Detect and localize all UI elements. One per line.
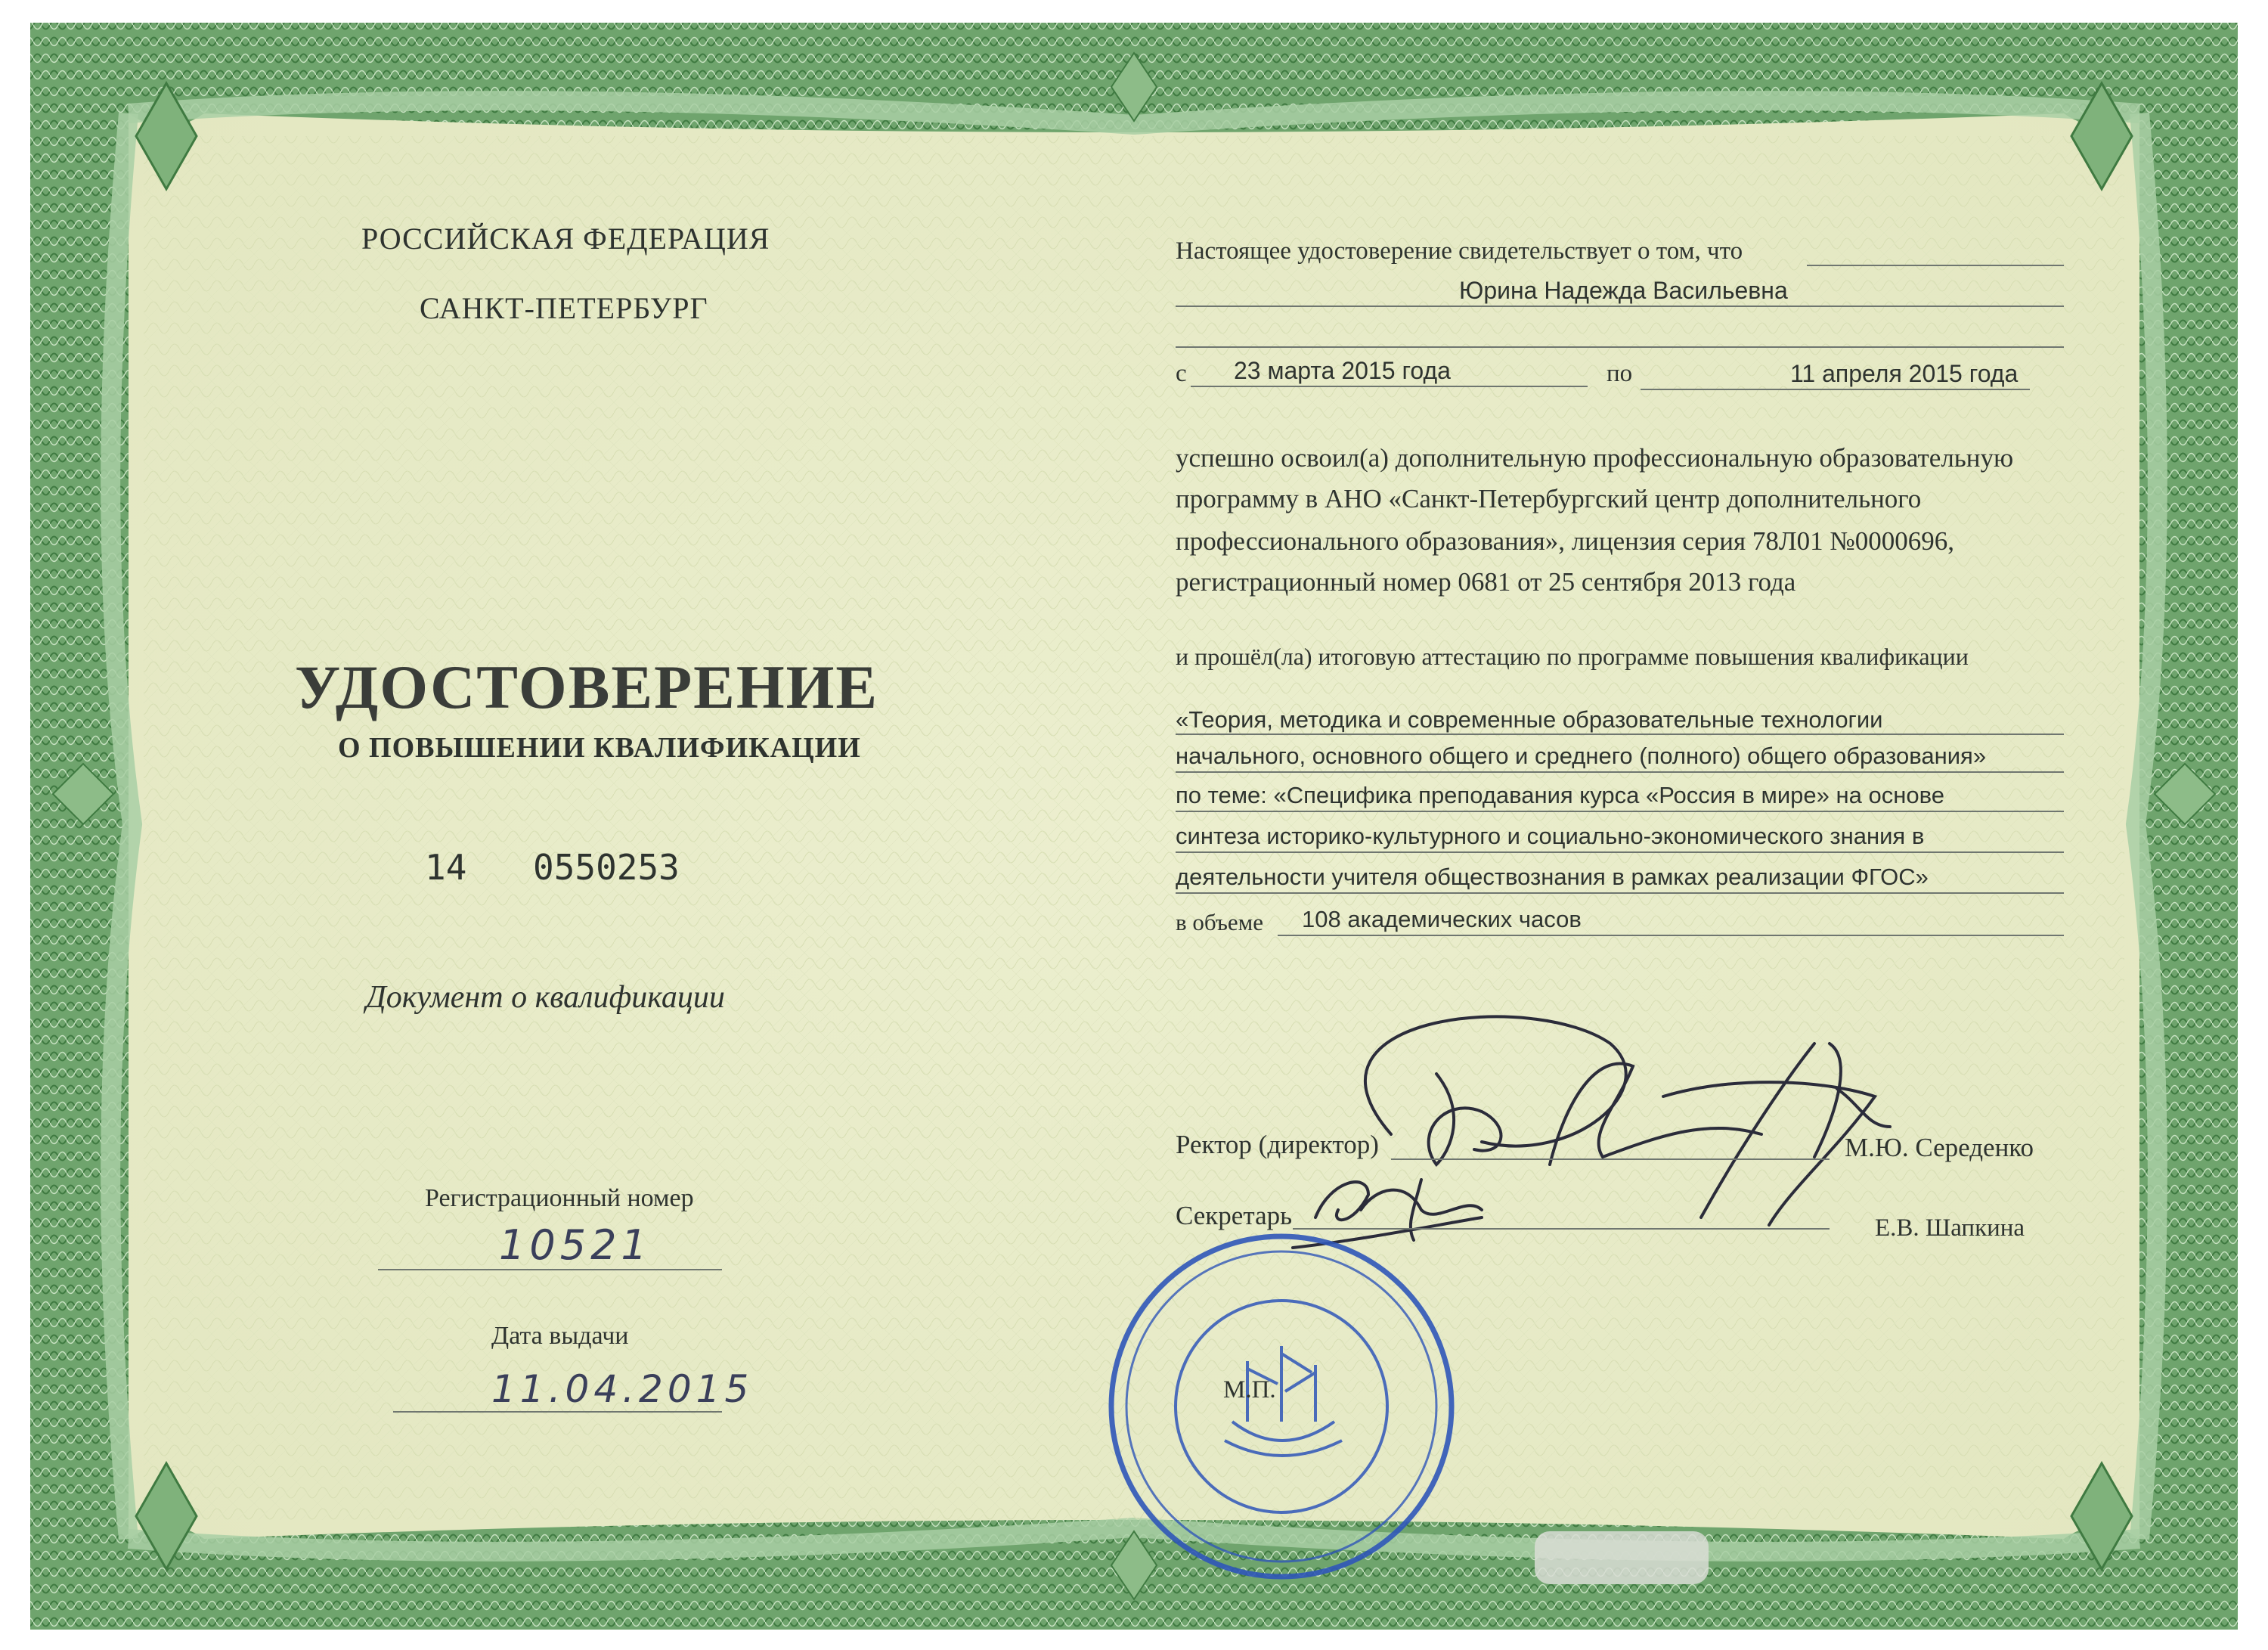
program-line-5: деятельности учителя обществознания в рамках реализации ФГОС» [1176, 864, 1929, 890]
blank-line [1176, 346, 2064, 348]
registration-number-line [378, 1269, 722, 1270]
period-from-line [1191, 386, 1588, 387]
blank-series: 14 [425, 847, 467, 888]
program-line-4: синтеза историко-культурного и социально-экономического знания в [1176, 823, 1925, 849]
registration-number-label: Регистрационный номер [425, 1184, 694, 1212]
stamp-place-label: М.П. [1223, 1376, 1276, 1403]
body-line-4: регистрационный номер 0681 от 25 сентября 2013 года [1176, 567, 1796, 597]
period-from-label: с [1176, 360, 1187, 387]
volume-line [1278, 935, 2064, 936]
document-title: УДОСТОВЕРЕНИЕ [295, 653, 879, 721]
intro-line [1807, 265, 2064, 266]
body-line-1: успешно освоил(а) дополнительную профессиональную образовательную [1176, 443, 2014, 473]
rector-name: М.Ю. Середенко [1845, 1133, 2034, 1162]
attestation-text: и прошёл(ла) итоговую аттестацию по программе повышения квалификации [1176, 643, 1969, 670]
volume-value: 108 академических часов [1302, 906, 1582, 932]
city-label: САНКТ-ПЕТЕРБУРГ [420, 291, 708, 325]
program-line-3: по теме: «Специфика преподавания курса «Россия в мире» на основе [1176, 782, 1944, 808]
document-subtitle: О ПОВЫШЕНИИ КВАЛИФИКАЦИИ [338, 732, 861, 764]
blank-number: 0550253 [533, 847, 680, 888]
program-line-3-rule [1176, 811, 2064, 812]
program-line-1: «Теория, методика и современные образовательные технологии [1176, 706, 1883, 733]
rector-line [1391, 1158, 1830, 1160]
program-line-2: начального, основного общего и среднего (полного) общего образования» [1176, 743, 1987, 769]
secretary-line [1293, 1228, 1830, 1230]
period-to-line [1641, 389, 2030, 390]
document-type: Документ о квалификации [366, 980, 725, 1015]
country-label: РОССИЙСКАЯ ФЕДЕРАЦИЯ [361, 222, 770, 256]
rector-label: Ректор (директор) [1176, 1130, 1379, 1159]
volume-label: в объеме [1176, 909, 1264, 935]
issue-date-line [393, 1411, 722, 1413]
program-line-1-rule [1176, 734, 2064, 735]
holder-name: Юрина Надежда Васильевна [1459, 277, 1788, 304]
issue-date-label: Дата выдачи [491, 1322, 629, 1350]
intro-text: Настоящее удостоверение свидетельствует о том, что [1176, 237, 1743, 265]
secretary-name: Е.В. Шапкина [1875, 1214, 2025, 1242]
body-line-3: профессионального образования», лицензия серия 78Л01 №0000696, [1176, 526, 1955, 556]
registration-number-value: 10521 [499, 1221, 652, 1269]
program-line-5-rule [1176, 892, 2064, 894]
issue-date-value: 11.04.2015 [491, 1367, 754, 1411]
program-line-2-rule [1176, 771, 2064, 773]
secretary-label: Секретарь [1176, 1201, 1293, 1230]
holder-name-line [1176, 305, 2064, 307]
program-line-4-rule [1176, 851, 2064, 853]
body-line-2: программу в АНО «Санкт-Петербургский центр дополнительного [1176, 484, 1922, 513]
period-to-date: 11 апреля 2015 года [1790, 360, 2019, 387]
period-from-date: 23 марта 2015 года [1234, 357, 1451, 384]
period-to-label: по [1606, 360, 1633, 387]
